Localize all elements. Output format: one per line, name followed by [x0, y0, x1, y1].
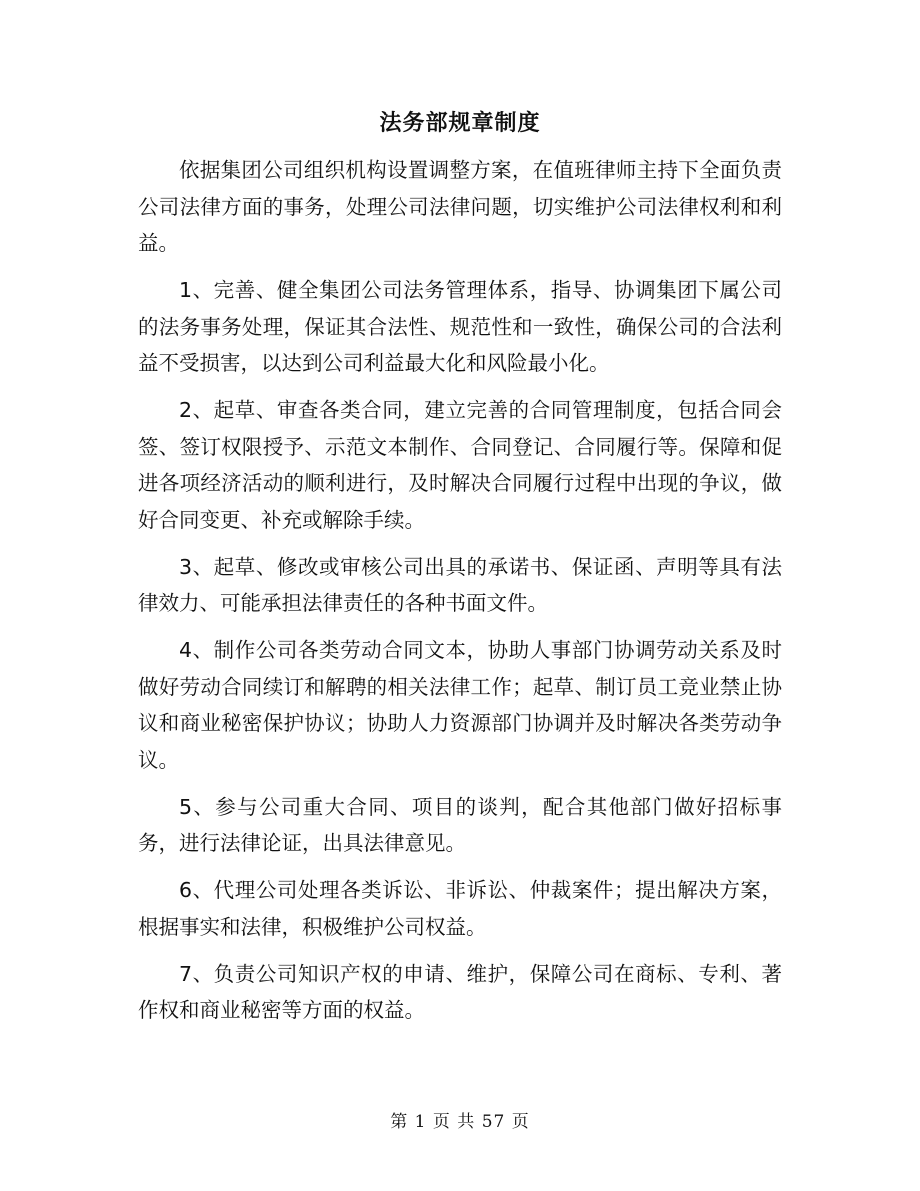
page-footer — [0, 1110, 920, 1134]
paragraph-item-2: 2、起草、审查各类合同，建立完善的合同管理制度，包括合同会签、签订权限授予、示范文本制作、合同登记、合同履行等。保障和促进各项经济活动的顺利进行，及时解决合同履行过程中出现的争议，做好合同变更、补充或解除手续。 — [138, 398, 782, 532]
paragraph-item-4: 4、制作公司各类劳动合同文本，协助人事部门协调劳动关系及时做好劳动合同续订和解聘的相关法律工作；起草、制订员工竞业禁止协议和商业秘密保护协议；协助人力资源部门协调并及时解决各类劳动争议。 — [138, 638, 782, 772]
paragraph-item-1: 1、完善、健全集团公司法务管理体系，指导、协调集团下属公司的法务事务处理，保证其合法性、规范性和一致性，确保公司的合法利益不受损害，以达到公司利益最大化和风险最小化。 — [138, 278, 782, 375]
paragraph-item-5: 5、参与公司重大合同、项目的谈判，配合其他部门做好招标事务，进行法律论证，出具法律意见。 — [138, 794, 782, 855]
paragraph-item-6: 6、代理公司处理各类诉讼、非诉讼、仲裁案件；提出解决方案，根据事实和法律，积极维护公司权益。 — [138, 878, 782, 939]
document-title: 法务部规章制度 — [379, 111, 541, 136]
paragraph-item-7: 7、负责公司知识产权的申请、维护，保障公司在商标、专利、著作权和商业秘密等方面的权益。 — [138, 961, 782, 1022]
paragraph-intro: 依据集团公司组织机构设置调整方案，在值班律师主持下全面负责公司法律方面的事务，处理公司法律问题，切实维护公司法律权利和利益。 — [138, 158, 782, 255]
document-body — [138, 152, 782, 1039]
page-number-label: 第 1 页 共 57 页 — [390, 1112, 530, 1132]
paragraph-item-3: 3、起草、修改或审核公司出具的承诺书、保证函、声明等具有法律效力、可能承担法律责任的各种书面文件。 — [138, 554, 782, 615]
